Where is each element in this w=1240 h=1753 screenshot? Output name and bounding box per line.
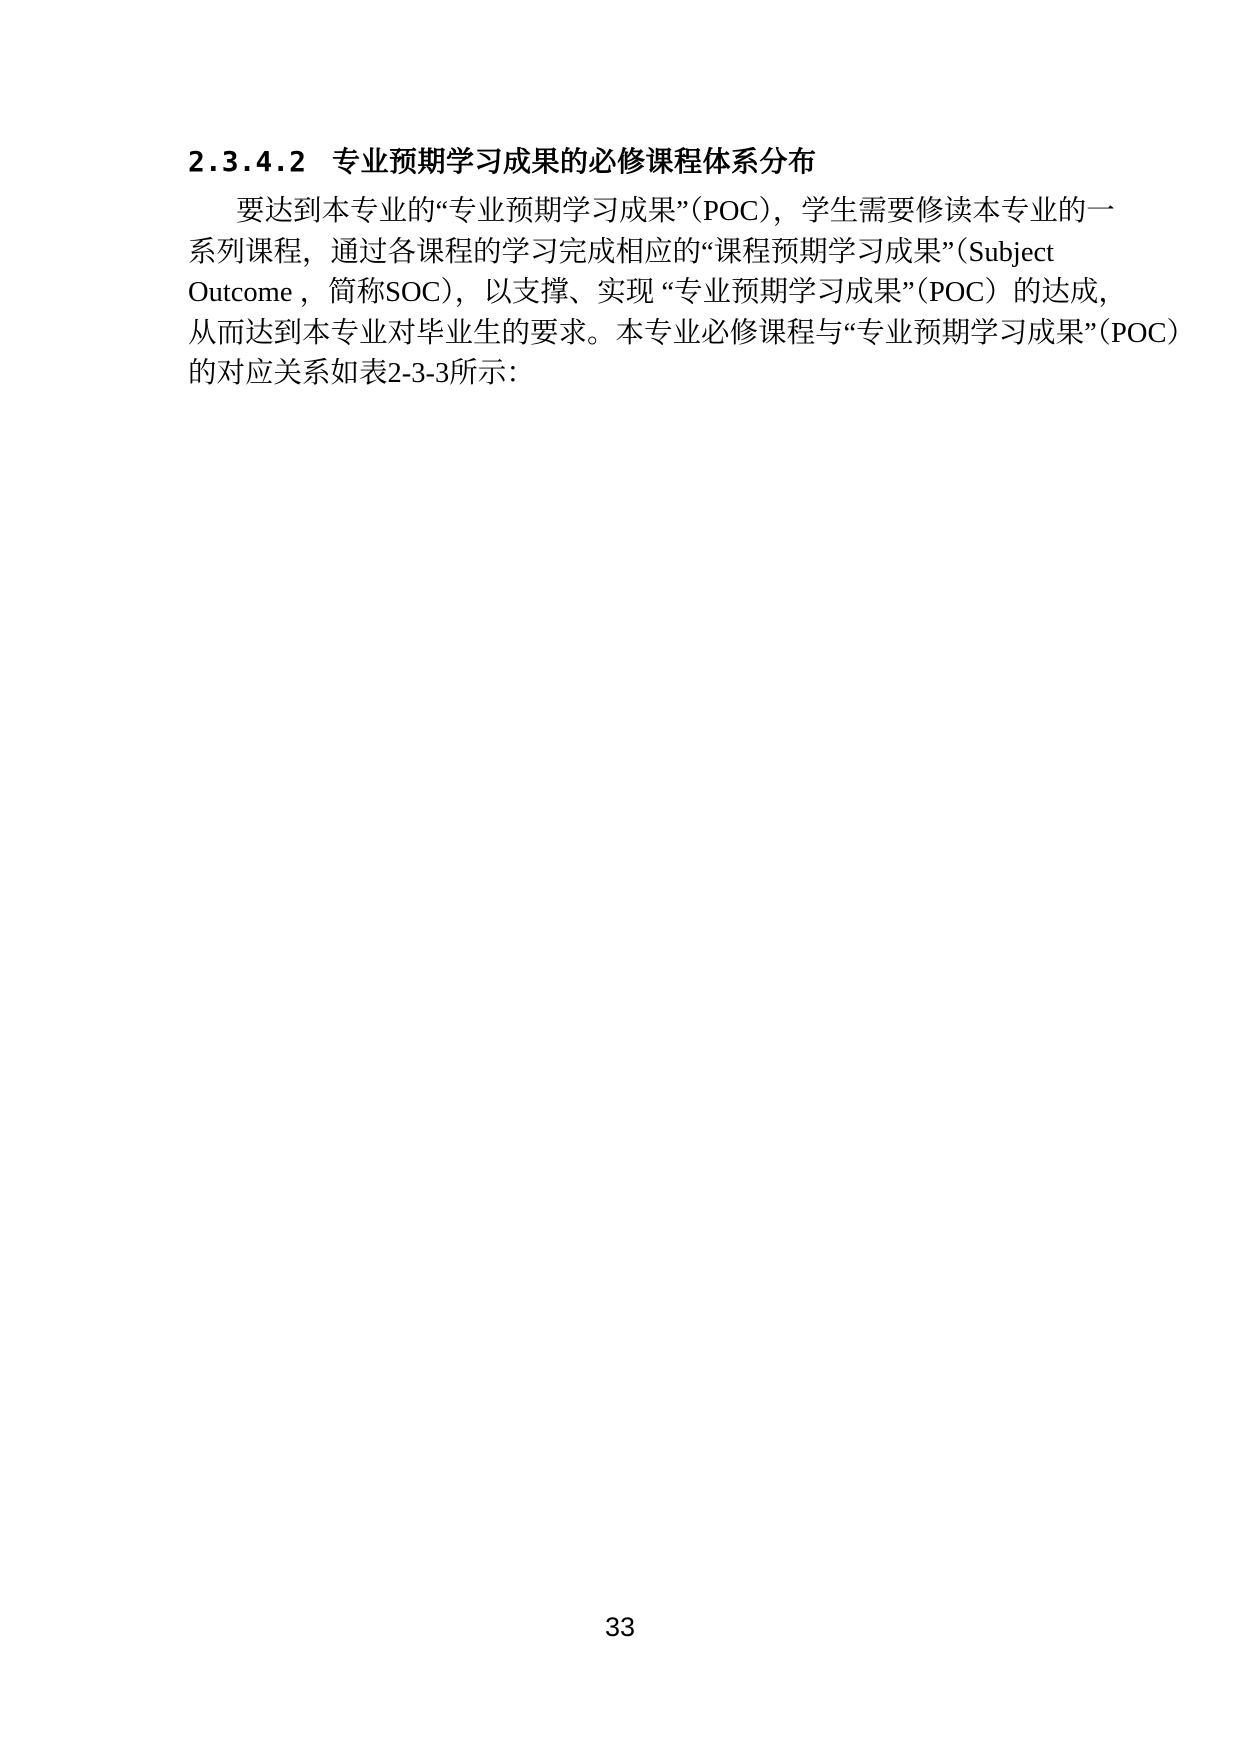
- paragraph-line: 的对应关系如表2-3-3所示：: [188, 358, 535, 390]
- section-number: 2.3.4.2: [188, 145, 307, 178]
- section-heading: [188, 146, 817, 178]
- paragraph-line: 系列课程，通过各课程的学习完成相应的“课程预期学习成果”（Subject: [188, 236, 1055, 268]
- section-title: 专业预期学习成果的必修课程体系分布: [332, 146, 817, 177]
- paragraph-line: Outcome ，简称SOC），以支撑、实现 “专业预期学习成果”（POC）的达成，: [188, 277, 1127, 309]
- paragraph-line: 要达到本专业的“专业预期学习成果”（POC），学生需要修读本专业的一: [236, 196, 1115, 227]
- body-paragraph: [188, 192, 1195, 395]
- paragraph-line: 从而达到本专业对毕业生的要求。本专业必修课程与“专业预期学习成果”（POC）: [188, 317, 1195, 349]
- page-number: 33: [604, 1612, 636, 1642]
